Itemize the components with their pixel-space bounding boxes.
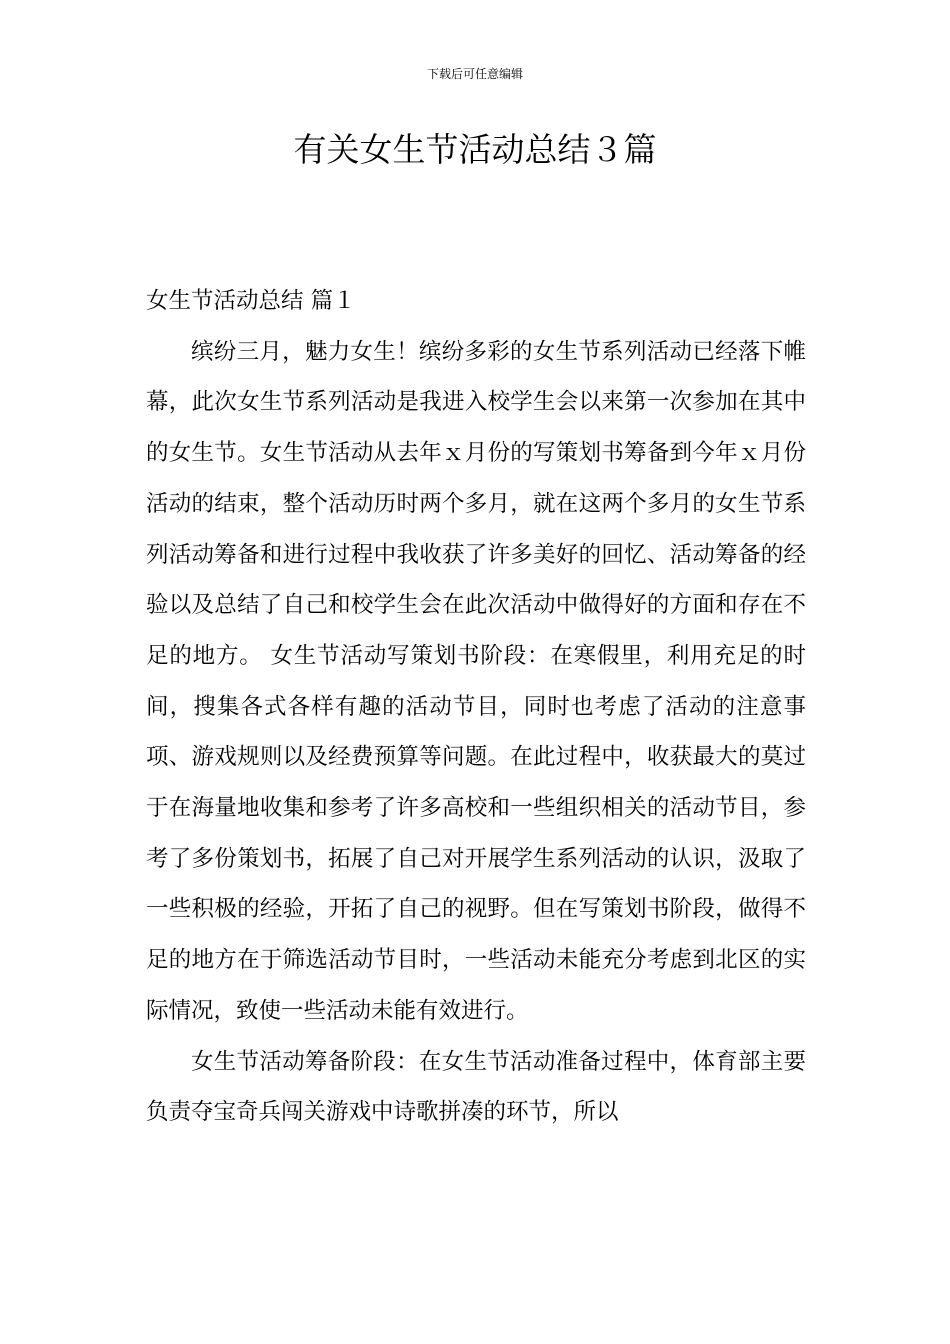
document-body <box>146 276 806 1138</box>
paragraph-1: 缤纷三月，魅力女生！缤纷多彩的女生节系列活动已经落下帷幕，此次女生节系列活动是我进入校学生会以来第一次参加在其中的女生节。女生节活动从去年ｘ月份的写策划书筹备到今年ｘ月份活动的结束，整个活动历时两个多月，就在这两个多月的女生节系列活动筹备和进行过程中我收获了许多美好的回忆、活动筹备的经验以及总结了自己和校学生会在此次活动中做得好的方面和存在不足的地方。 女生节活动写策划书阶段：在寒假里，利用充足的时间，搜集各式各样有趣的活动节目，同时也考虑了活动的注意事项、游戏规则以及经费预算等问题。在此过程中，收获最大的莫过于在海量地收集和参考了许多高校和一些组织相关的活动节目，参考了多份策划书，拓展了自己对开展学生系列活动的认识，汲取了一些积极的经验，开拓了自己的视野。但在写策划书阶段，做得不足的地方在于筛选活动节目时，一些活动未能充分考虑到北区的实际情况，致使一些活动未能有效进行。 <box>146 338 806 1024</box>
section-heading: 女生节活动总结 篇１ <box>146 288 356 314</box>
paragraph-2: 女生节活动筹备阶段：在女生节活动准备过程中，体育部主要负责夺宝奇兵闯关游戏中诗歌拼凑的环节，所以 <box>146 1048 806 1126</box>
header-note: 下载后可任意编辑 <box>426 67 523 81</box>
document-title: 有关女生节活动总结３篇 <box>293 130 657 169</box>
